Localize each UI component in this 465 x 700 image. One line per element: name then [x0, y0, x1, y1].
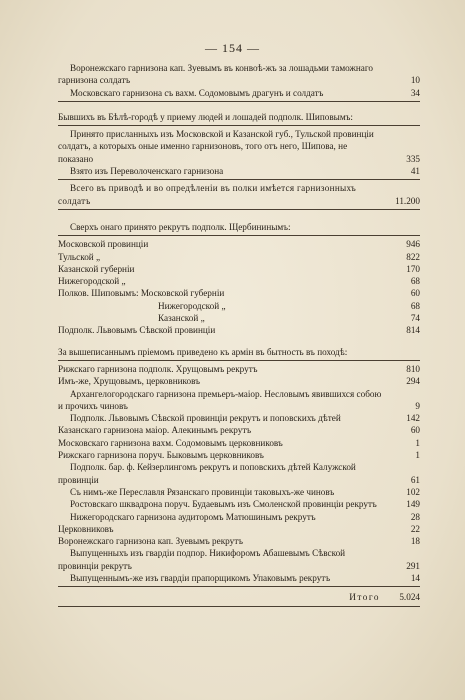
entry-value: 946	[406, 239, 420, 250]
entry-text: Имъ-же, Хрущовымъ, церковниковъ	[58, 376, 200, 387]
list-item	[58, 62, 420, 87]
total-row	[58, 591, 420, 603]
list-item	[58, 388, 420, 413]
divider	[58, 179, 420, 180]
entry-text: Полков. Шиповымъ: Московской губерніи	[58, 288, 225, 299]
entry-text: Нижегородскаго гарнизона аудиторомъ Матюшинымъ рекрутъ	[70, 511, 316, 522]
entry-text: Рижскаго гарнизона поруч. Быковымъ церковниковъ	[58, 450, 264, 461]
entry-text: Тульской „	[58, 251, 101, 262]
entry-value: 18	[410, 536, 420, 547]
entry-text: Московскаго гарнизона вахм. Содомовымъ церковниковъ	[58, 437, 283, 448]
list-item	[58, 165, 420, 177]
total-value: 5.024	[399, 592, 420, 603]
entry-value: 814	[406, 325, 420, 336]
entry-text: Воронежскаго гарнизона кап. Зуевымъ рекрутъ	[58, 536, 244, 547]
summary-text: Всего въ приводѣ и во опредѣленіи въ полки имѣется гарнизонныхъ солдатъ	[58, 183, 357, 206]
list-item	[58, 535, 420, 547]
list-item	[58, 498, 420, 510]
list-item	[58, 275, 420, 287]
divider	[58, 235, 420, 236]
entry-text: Нижегородской „	[58, 276, 126, 287]
list-item	[58, 523, 420, 535]
list-item	[58, 424, 420, 436]
list-item	[58, 547, 420, 572]
entry-value: 149	[406, 499, 420, 510]
entry-text: Московской провинціи	[58, 239, 149, 250]
entry-value: 60	[410, 425, 420, 436]
entry-text: Выпущеннымъ-же изъ гвардіи прапорщикомъ Упаковымъ рекрутъ	[70, 572, 331, 583]
entry-value: 9	[415, 400, 420, 411]
entry-text: Съ нимъ-же Переславля Рязанскаго провинціи таковыхъ-же чиновъ	[70, 486, 335, 497]
list-item	[58, 412, 420, 424]
entry-value: 28	[410, 511, 420, 522]
section-heading: Бывшихъ въ Бѣлѣ-городѣ у приему людей и лошадей подполк. Шиповымъ:	[58, 111, 353, 122]
divider	[58, 360, 420, 361]
total-label: Итого	[349, 592, 380, 603]
entry-value: 60	[410, 288, 420, 299]
entry-text: Казанской „	[158, 313, 205, 324]
entry-value: 822	[406, 251, 420, 262]
list-item	[58, 312, 420, 324]
summary-row	[58, 182, 420, 207]
list-item	[58, 128, 420, 165]
entry-text: Московскаго гарнизона съ вахм. Содомовымъ драгунъ и солдатъ	[70, 87, 324, 98]
entry-value: 291	[406, 560, 420, 571]
entry-value: 14	[410, 572, 420, 583]
summary-value: 11.200	[395, 195, 420, 206]
list-item	[58, 251, 420, 263]
list-item	[58, 511, 420, 523]
entry-text: Архангелогородскаго гарнизона премьеръ-маіор. Несловымъ явившихся собою и прочихъ чиновъ	[58, 388, 382, 411]
entry-value: 335	[406, 153, 420, 164]
entry-value: 1	[415, 450, 420, 461]
entry-value: 142	[406, 413, 420, 424]
entry-text: Принято присланныхъ изъ Московской и Казанской губ., Тульской провинціи солдатъ, а которыхъ оные именно гарнизоновъ, того отъ него, Шипова, не показано	[58, 129, 374, 164]
list-item	[58, 486, 420, 498]
entry-text: Подполк. Львовымъ Сѣвской провинціи рекрутъ и поповскихъ дѣтей	[70, 413, 341, 424]
list-item	[58, 461, 420, 486]
entry-value: 10	[410, 75, 420, 86]
entry-text: Церковниковъ	[58, 523, 114, 534]
divider	[58, 586, 420, 587]
entry-value: 294	[406, 376, 420, 387]
entry-value: 74	[410, 313, 420, 324]
entry-text: Взято изъ Переволоченскаго гарнизона	[70, 166, 224, 177]
list-item	[58, 375, 420, 387]
section-heading: За вышеписаннымъ пріемомъ приведено къ армін въ бытность въ походѣ:	[58, 346, 348, 357]
list-item	[58, 437, 420, 449]
entry-text: Воронежскаго гарнизона кап. Зуевымъ въ конвоѣ-жъ за лошадьми таможнаго гарнизона солдатъ	[58, 63, 373, 86]
entry-text: Казанскаго гарнизона маіор. Алекинымъ рекрутъ	[58, 425, 252, 436]
divider	[58, 209, 420, 210]
list-item	[58, 87, 420, 99]
section-heading: Сверхъ онаго принято рекрутъ подполк. Щербининымъ:	[70, 221, 291, 232]
list-item	[58, 300, 420, 312]
divider	[58, 101, 420, 102]
divider	[58, 125, 420, 126]
entry-text: Подполк. Львовымъ Сѣвской провинціи	[58, 325, 216, 336]
entry-value: 22	[410, 523, 420, 534]
list-item	[58, 572, 420, 584]
entry-value: 68	[410, 300, 420, 311]
list-item	[58, 287, 420, 299]
entry-value: 1	[415, 437, 420, 448]
entry-text: Казанской губерніи	[58, 263, 135, 274]
entry-value: 41	[410, 166, 420, 177]
list-item	[58, 363, 420, 375]
entry-value: 810	[406, 363, 420, 374]
list-item	[58, 263, 420, 275]
entry-text: Ростовскаго шквадрона поруч. Будаевымъ изъ Смоленской провинціи рекрутъ	[70, 499, 377, 510]
list-item	[58, 324, 420, 336]
entry-value: 61	[410, 474, 420, 485]
entry-text: Нижегородской „	[158, 300, 226, 311]
entry-text: Рижскаго гарнизона подполк. Хрущовымъ рекрутъ	[58, 363, 258, 374]
divider	[58, 606, 420, 607]
entry-text: Выпущенныхъ изъ гвардіи подпор. Никифоромъ Абашевымъ Сѣвской провинціи рекрутъ	[58, 548, 346, 571]
entry-value: 170	[406, 263, 420, 274]
entry-value: 68	[410, 276, 420, 287]
list-item	[58, 238, 420, 250]
page-content	[58, 62, 420, 609]
page-number: — 154 —	[205, 41, 260, 55]
list-item	[58, 449, 420, 461]
entry-value: 102	[406, 486, 420, 497]
entry-value: 34	[410, 87, 420, 98]
entry-text: Подполк. бар. ф. Кейзерлингомъ рекрутъ и поповскихъ дѣтей Калужской провинціи	[58, 462, 356, 485]
